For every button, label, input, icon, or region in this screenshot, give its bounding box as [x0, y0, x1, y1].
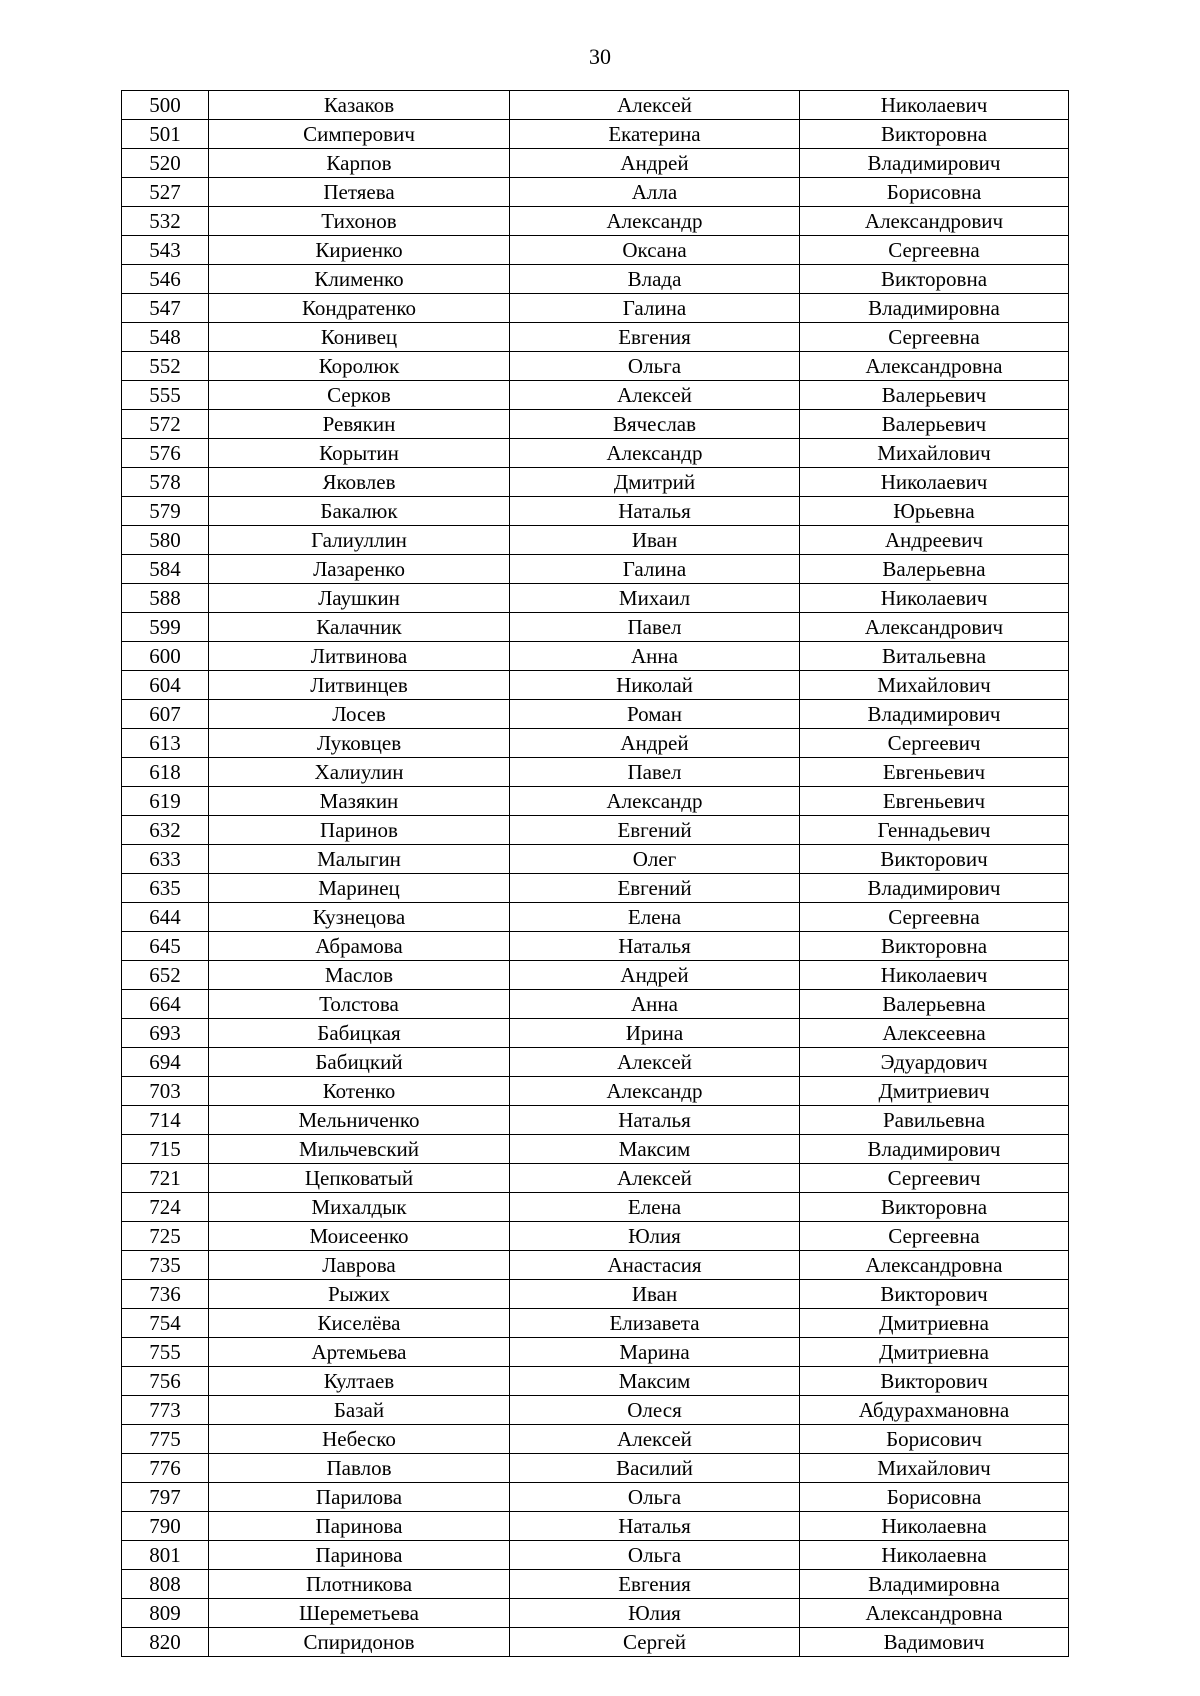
patronymic-cell: Эдуардович: [800, 1048, 1069, 1077]
page-number: 30: [589, 44, 611, 69]
first-name-cell: Алексей: [510, 1164, 800, 1193]
table-row: [122, 1309, 1069, 1338]
patronymic-cell: Сергеевич: [800, 729, 1069, 758]
patronymic-cell: Сергеевна: [800, 1222, 1069, 1251]
first-name-cell: Галина: [510, 555, 800, 584]
table-row: [122, 91, 1069, 120]
first-name-cell: Ольга: [510, 352, 800, 381]
first-name-cell: Иван: [510, 526, 800, 555]
surname-cell: Паринов: [209, 816, 510, 845]
row-number-cell: 546: [122, 265, 209, 294]
surname-cell: Павлов: [209, 1454, 510, 1483]
table-row: [122, 700, 1069, 729]
first-name-cell: Андрей: [510, 729, 800, 758]
patronymic-cell: Викторовна: [800, 1193, 1069, 1222]
patronymic-cell: Александровна: [800, 1599, 1069, 1628]
first-name-cell: Павел: [510, 758, 800, 787]
patronymic-cell: Абдурахмановна: [800, 1396, 1069, 1425]
surname-cell: Клименко: [209, 265, 510, 294]
surname-cell: Карпов: [209, 149, 510, 178]
row-number-cell: 532: [122, 207, 209, 236]
row-number-cell: 572: [122, 410, 209, 439]
first-name-cell: Николай: [510, 671, 800, 700]
patronymic-cell: Дмитриевна: [800, 1338, 1069, 1367]
row-number-cell: 599: [122, 613, 209, 642]
first-name-cell: Алексей: [510, 381, 800, 410]
table-row: [122, 1077, 1069, 1106]
row-number-cell: 754: [122, 1309, 209, 1338]
first-name-cell: Иван: [510, 1280, 800, 1309]
row-number-cell: 790: [122, 1512, 209, 1541]
table-row: [122, 1570, 1069, 1599]
patronymic-cell: Сергеевич: [800, 1164, 1069, 1193]
first-name-cell: Евгения: [510, 1570, 800, 1599]
patronymic-cell: Михайлович: [800, 1454, 1069, 1483]
surname-cell: Мазякин: [209, 787, 510, 816]
table-row: [122, 1048, 1069, 1077]
first-name-cell: Алексей: [510, 1048, 800, 1077]
surname-cell: Ревякин: [209, 410, 510, 439]
table-row: [122, 526, 1069, 555]
first-name-cell: Наталья: [510, 497, 800, 526]
table-row: [122, 323, 1069, 352]
patronymic-cell: Александрович: [800, 207, 1069, 236]
patronymic-cell: Дмитриевич: [800, 1077, 1069, 1106]
first-name-cell: Василий: [510, 1454, 800, 1483]
patronymic-cell: Дмитриевна: [800, 1309, 1069, 1338]
row-number-cell: 703: [122, 1077, 209, 1106]
surname-cell: Литвинцев: [209, 671, 510, 700]
surname-cell: Маслов: [209, 961, 510, 990]
table-row: [122, 497, 1069, 526]
row-number-cell: 552: [122, 352, 209, 381]
first-name-cell: Алексей: [510, 91, 800, 120]
surname-cell: Мильчевский: [209, 1135, 510, 1164]
roster-table: [121, 90, 1069, 1657]
first-name-cell: Максим: [510, 1135, 800, 1164]
surname-cell: Корытин: [209, 439, 510, 468]
table-row: [122, 1628, 1069, 1657]
patronymic-cell: Владимирович: [800, 700, 1069, 729]
patronymic-cell: Николаевич: [800, 91, 1069, 120]
surname-cell: Малыгин: [209, 845, 510, 874]
surname-cell: Парилова: [209, 1483, 510, 1512]
first-name-cell: Александр: [510, 787, 800, 816]
row-number-cell: 776: [122, 1454, 209, 1483]
table-row: [122, 729, 1069, 758]
patronymic-cell: Владимирович: [800, 1135, 1069, 1164]
first-name-cell: Елена: [510, 903, 800, 932]
table-row: [122, 1599, 1069, 1628]
table-row: [122, 613, 1069, 642]
row-number-cell: 635: [122, 874, 209, 903]
patronymic-cell: Александровна: [800, 352, 1069, 381]
patronymic-cell: Геннадьевич: [800, 816, 1069, 845]
patronymic-cell: Андреевич: [800, 526, 1069, 555]
first-name-cell: Ольга: [510, 1541, 800, 1570]
first-name-cell: Павел: [510, 613, 800, 642]
first-name-cell: Вячеслав: [510, 410, 800, 439]
row-number-cell: 527: [122, 178, 209, 207]
table-row: [122, 1106, 1069, 1135]
row-number-cell: 588: [122, 584, 209, 613]
first-name-cell: Андрей: [510, 149, 800, 178]
first-name-cell: Наталья: [510, 1512, 800, 1541]
first-name-cell: Юлия: [510, 1599, 800, 1628]
row-number-cell: 756: [122, 1367, 209, 1396]
surname-cell: Луковцев: [209, 729, 510, 758]
surname-cell: Артемьева: [209, 1338, 510, 1367]
table-row: [122, 1019, 1069, 1048]
first-name-cell: Максим: [510, 1367, 800, 1396]
patronymic-cell: Алексеевна: [800, 1019, 1069, 1048]
table-row: [122, 1425, 1069, 1454]
row-number-cell: 797: [122, 1483, 209, 1512]
row-number-cell: 584: [122, 555, 209, 584]
patronymic-cell: Владимировна: [800, 1570, 1069, 1599]
table-row: [122, 410, 1069, 439]
first-name-cell: Евгений: [510, 816, 800, 845]
surname-cell: Королюк: [209, 352, 510, 381]
first-name-cell: Екатерина: [510, 120, 800, 149]
patronymic-cell: Михайлович: [800, 671, 1069, 700]
table-row: [122, 1454, 1069, 1483]
row-number-cell: 547: [122, 294, 209, 323]
surname-cell: Плотникова: [209, 1570, 510, 1599]
row-number-cell: 809: [122, 1599, 209, 1628]
surname-cell: Лазаренко: [209, 555, 510, 584]
surname-cell: Кириенко: [209, 236, 510, 265]
surname-cell: Мельниченко: [209, 1106, 510, 1135]
surname-cell: Симперович: [209, 120, 510, 149]
patronymic-cell: Евгеньевич: [800, 758, 1069, 787]
surname-cell: Казаков: [209, 91, 510, 120]
patronymic-cell: Николаевна: [800, 1512, 1069, 1541]
table-row: [122, 1251, 1069, 1280]
row-number-cell: 607: [122, 700, 209, 729]
first-name-cell: Юлия: [510, 1222, 800, 1251]
patronymic-cell: Витальевна: [800, 642, 1069, 671]
row-number-cell: 580: [122, 526, 209, 555]
patronymic-cell: Николаевич: [800, 468, 1069, 497]
patronymic-cell: Викторович: [800, 845, 1069, 874]
first-name-cell: Елизавета: [510, 1309, 800, 1338]
row-number-cell: 604: [122, 671, 209, 700]
surname-cell: Бабицкая: [209, 1019, 510, 1048]
first-name-cell: Александр: [510, 1077, 800, 1106]
row-number-cell: 632: [122, 816, 209, 845]
surname-cell: Шереметьева: [209, 1599, 510, 1628]
row-number-cell: 501: [122, 120, 209, 149]
table-row: [122, 265, 1069, 294]
table-row: [122, 1483, 1069, 1512]
patronymic-cell: Сергеевна: [800, 903, 1069, 932]
patronymic-cell: Александровна: [800, 1251, 1069, 1280]
first-name-cell: Олег: [510, 845, 800, 874]
first-name-cell: Марина: [510, 1338, 800, 1367]
table-row: [122, 1541, 1069, 1570]
row-number-cell: 613: [122, 729, 209, 758]
row-number-cell: 755: [122, 1338, 209, 1367]
surname-cell: Халиулин: [209, 758, 510, 787]
first-name-cell: Алла: [510, 178, 800, 207]
patronymic-cell: Викторовна: [800, 120, 1069, 149]
surname-cell: Серков: [209, 381, 510, 410]
row-number-cell: 633: [122, 845, 209, 874]
table-row: [122, 1338, 1069, 1367]
first-name-cell: Роман: [510, 700, 800, 729]
row-number-cell: 576: [122, 439, 209, 468]
table-row: [122, 381, 1069, 410]
patronymic-cell: Юрьевна: [800, 497, 1069, 526]
patronymic-cell: Николаевич: [800, 584, 1069, 613]
surname-cell: Базай: [209, 1396, 510, 1425]
table-row: [122, 1367, 1069, 1396]
surname-cell: Лаврова: [209, 1251, 510, 1280]
surname-cell: Галиуллин: [209, 526, 510, 555]
table-row: [122, 584, 1069, 613]
table-row: [122, 932, 1069, 961]
row-number-cell: 714: [122, 1106, 209, 1135]
row-number-cell: 543: [122, 236, 209, 265]
table-row: [122, 236, 1069, 265]
patronymic-cell: Сергеевна: [800, 236, 1069, 265]
table-row: [122, 816, 1069, 845]
surname-cell: Михалдык: [209, 1193, 510, 1222]
surname-cell: Петяева: [209, 178, 510, 207]
row-number-cell: 644: [122, 903, 209, 932]
surname-cell: Тихонов: [209, 207, 510, 236]
patronymic-cell: Борисовна: [800, 1483, 1069, 1512]
row-number-cell: 578: [122, 468, 209, 497]
patronymic-cell: Александрович: [800, 613, 1069, 642]
surname-cell: Кузнецова: [209, 903, 510, 932]
table-row: [122, 845, 1069, 874]
surname-cell: Конивец: [209, 323, 510, 352]
patronymic-cell: Михайлович: [800, 439, 1069, 468]
row-number-cell: 721: [122, 1164, 209, 1193]
row-number-cell: 555: [122, 381, 209, 410]
row-number-cell: 664: [122, 990, 209, 1019]
first-name-cell: Влада: [510, 265, 800, 294]
table-row: [122, 294, 1069, 323]
table-row: [122, 1396, 1069, 1425]
table-row: [122, 961, 1069, 990]
surname-cell: Моисеенко: [209, 1222, 510, 1251]
table-row: [122, 120, 1069, 149]
row-number-cell: 773: [122, 1396, 209, 1425]
surname-cell: Калачник: [209, 613, 510, 642]
patronymic-cell: Владимирович: [800, 149, 1069, 178]
surname-cell: Небеско: [209, 1425, 510, 1454]
row-number-cell: 694: [122, 1048, 209, 1077]
first-name-cell: Евгения: [510, 323, 800, 352]
surname-cell: Литвинова: [209, 642, 510, 671]
first-name-cell: Ирина: [510, 1019, 800, 1048]
surname-cell: Лосев: [209, 700, 510, 729]
table-row: [122, 874, 1069, 903]
first-name-cell: Наталья: [510, 932, 800, 961]
patronymic-cell: Валерьевич: [800, 410, 1069, 439]
patronymic-cell: Владимирович: [800, 874, 1069, 903]
row-number-cell: 736: [122, 1280, 209, 1309]
surname-cell: Маринец: [209, 874, 510, 903]
row-number-cell: 735: [122, 1251, 209, 1280]
patronymic-cell: Викторовна: [800, 265, 1069, 294]
row-number-cell: 652: [122, 961, 209, 990]
patronymic-cell: Борисович: [800, 1425, 1069, 1454]
table-row: [122, 671, 1069, 700]
surname-cell: Култаев: [209, 1367, 510, 1396]
row-number-cell: 619: [122, 787, 209, 816]
table-row: [122, 903, 1069, 932]
first-name-cell: Андрей: [510, 961, 800, 990]
surname-cell: Котенко: [209, 1077, 510, 1106]
patronymic-cell: Николаевич: [800, 961, 1069, 990]
first-name-cell: Александр: [510, 207, 800, 236]
patronymic-cell: Сергеевна: [800, 323, 1069, 352]
table-row: [122, 1512, 1069, 1541]
surname-cell: Паринова: [209, 1512, 510, 1541]
table-row: [122, 1135, 1069, 1164]
table-row: [122, 468, 1069, 497]
table-row: [122, 758, 1069, 787]
row-number-cell: 820: [122, 1628, 209, 1657]
first-name-cell: Евгений: [510, 874, 800, 903]
patronymic-cell: Равильевна: [800, 1106, 1069, 1135]
row-number-cell: 724: [122, 1193, 209, 1222]
patronymic-cell: Валерьевич: [800, 381, 1069, 410]
patronymic-cell: Викторович: [800, 1367, 1069, 1396]
first-name-cell: Оксана: [510, 236, 800, 265]
first-name-cell: Сергей: [510, 1628, 800, 1657]
first-name-cell: Олеся: [510, 1396, 800, 1425]
first-name-cell: Дмитрий: [510, 468, 800, 497]
first-name-cell: Анна: [510, 990, 800, 1019]
row-number-cell: 808: [122, 1570, 209, 1599]
surname-cell: Толстова: [209, 990, 510, 1019]
surname-cell: Бакалюк: [209, 497, 510, 526]
surname-cell: Бабицкий: [209, 1048, 510, 1077]
row-number-cell: 600: [122, 642, 209, 671]
first-name-cell: Алексей: [510, 1425, 800, 1454]
row-number-cell: 801: [122, 1541, 209, 1570]
roster-body: [122, 91, 1069, 1657]
table-row: [122, 1222, 1069, 1251]
surname-cell: Паринова: [209, 1541, 510, 1570]
row-number-cell: 618: [122, 758, 209, 787]
row-number-cell: 500: [122, 91, 209, 120]
table-row: [122, 352, 1069, 381]
first-name-cell: Михаил: [510, 584, 800, 613]
surname-cell: Абрамова: [209, 932, 510, 961]
row-number-cell: 645: [122, 932, 209, 961]
table-row: [122, 787, 1069, 816]
first-name-cell: Александр: [510, 439, 800, 468]
first-name-cell: Галина: [510, 294, 800, 323]
surname-cell: Рыжих: [209, 1280, 510, 1309]
table-row: [122, 555, 1069, 584]
first-name-cell: Анна: [510, 642, 800, 671]
patronymic-cell: Викторович: [800, 1280, 1069, 1309]
row-number-cell: 775: [122, 1425, 209, 1454]
table-row: [122, 1164, 1069, 1193]
table-row: [122, 439, 1069, 468]
table-row: [122, 990, 1069, 1019]
surname-cell: Яковлев: [209, 468, 510, 497]
row-number-cell: 520: [122, 149, 209, 178]
patronymic-cell: Валерьевна: [800, 555, 1069, 584]
surname-cell: Киселёва: [209, 1309, 510, 1338]
first-name-cell: Елена: [510, 1193, 800, 1222]
table-row: [122, 178, 1069, 207]
table-row: [122, 642, 1069, 671]
patronymic-cell: Викторовна: [800, 932, 1069, 961]
row-number-cell: 715: [122, 1135, 209, 1164]
patronymic-cell: Евгеньевич: [800, 787, 1069, 816]
patronymic-cell: Владимировна: [800, 294, 1069, 323]
surname-cell: Цепковатый: [209, 1164, 510, 1193]
row-number-cell: 548: [122, 323, 209, 352]
row-number-cell: 579: [122, 497, 209, 526]
surname-cell: Кондратенко: [209, 294, 510, 323]
table-row: [122, 1193, 1069, 1222]
table-row: [122, 207, 1069, 236]
row-number-cell: 693: [122, 1019, 209, 1048]
patronymic-cell: Борисовна: [800, 178, 1069, 207]
first-name-cell: Ольга: [510, 1483, 800, 1512]
first-name-cell: Анастасия: [510, 1251, 800, 1280]
row-number-cell: 725: [122, 1222, 209, 1251]
surname-cell: Лаушкин: [209, 584, 510, 613]
patronymic-cell: Валерьевна: [800, 990, 1069, 1019]
surname-cell: Спиридонов: [209, 1628, 510, 1657]
table-row: [122, 1280, 1069, 1309]
patronymic-cell: Вадимович: [800, 1628, 1069, 1657]
first-name-cell: Наталья: [510, 1106, 800, 1135]
patronymic-cell: Николаевна: [800, 1541, 1069, 1570]
table-row: [122, 149, 1069, 178]
